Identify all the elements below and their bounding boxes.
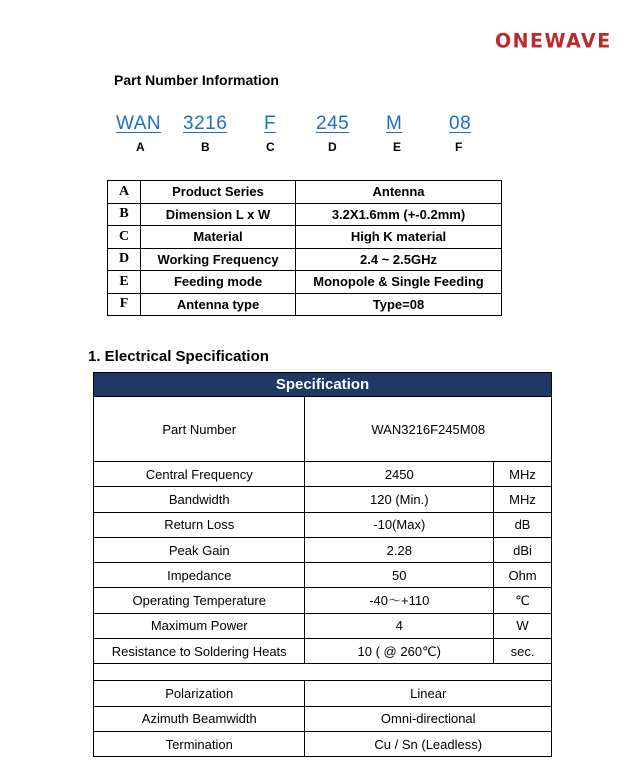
spec-value: 10 ( @ 260℃) bbox=[305, 639, 494, 664]
table-row bbox=[108, 271, 502, 294]
spec-unit: dBi bbox=[494, 537, 552, 562]
table-row bbox=[94, 588, 552, 613]
code-letter-d: D bbox=[328, 140, 337, 154]
spec-param: Resistance to Soldering Heats bbox=[94, 639, 305, 664]
part-number-table bbox=[107, 180, 502, 316]
spec-unit: dB bbox=[494, 512, 552, 537]
row-name: Working Frequency bbox=[141, 248, 296, 271]
row-name: Feeding mode bbox=[141, 271, 296, 294]
part-number-value: WAN3216F245M08 bbox=[305, 397, 552, 462]
part-number-title: Part Number Information bbox=[114, 72, 279, 88]
table-row bbox=[94, 512, 552, 537]
spec-value: 120 (Min.) bbox=[305, 487, 494, 512]
table-row bbox=[108, 203, 502, 226]
table-row bbox=[94, 681, 552, 706]
table-spacer-row bbox=[94, 664, 552, 681]
row-name: Material bbox=[141, 226, 296, 249]
code-letter-c: C bbox=[266, 140, 275, 154]
table-row bbox=[94, 613, 552, 638]
code-a: WAN bbox=[116, 113, 162, 134]
row-name: Dimension L x W bbox=[141, 203, 296, 226]
row-name: Product Series bbox=[141, 181, 296, 204]
row-value: Type=08 bbox=[296, 293, 502, 316]
row-key: F bbox=[108, 293, 141, 316]
spec-unit: sec. bbox=[494, 639, 552, 664]
table-row bbox=[108, 293, 502, 316]
spec-header: Specification bbox=[94, 373, 552, 397]
table-row bbox=[108, 248, 502, 271]
spec-param: Polarization bbox=[94, 681, 305, 706]
spec-param: Central Frequency bbox=[94, 462, 305, 487]
spec-param: Impedance bbox=[94, 563, 305, 588]
spec-param: Termination bbox=[94, 731, 305, 756]
table-row bbox=[108, 181, 502, 204]
table-row bbox=[94, 462, 552, 487]
table-row bbox=[94, 706, 552, 731]
table-row bbox=[108, 226, 502, 249]
spec-unit: MHz bbox=[494, 487, 552, 512]
spec-unit: MHz bbox=[494, 462, 552, 487]
spec-value: 50 bbox=[305, 563, 494, 588]
spec-param: Peak Gain bbox=[94, 537, 305, 562]
code-c: F bbox=[264, 113, 277, 134]
part-number-label: Part Number bbox=[94, 397, 305, 462]
code-e: M bbox=[386, 113, 403, 134]
code-letter-a: A bbox=[136, 140, 145, 154]
row-key: D bbox=[108, 248, 141, 271]
spec-param: Azimuth Beamwidth bbox=[94, 706, 305, 731]
table-row bbox=[94, 487, 552, 512]
row-value: Monopole & Single Feeding bbox=[296, 271, 502, 294]
spec-unit: W bbox=[494, 613, 552, 638]
code-letter-f: F bbox=[455, 140, 463, 154]
table-row bbox=[94, 563, 552, 588]
specification-table bbox=[93, 372, 552, 757]
row-value: 3.2X1.6mm (+-0.2mm) bbox=[296, 203, 502, 226]
spec-unit: Ohm bbox=[494, 563, 552, 588]
row-value: 2.4 ~ 2.5GHz bbox=[296, 248, 502, 271]
table-row bbox=[94, 731, 552, 756]
spec-unit: ℃ bbox=[494, 588, 552, 613]
spec-value: Cu / Sn (Leadless) bbox=[305, 731, 552, 756]
spec-value: Linear bbox=[305, 681, 552, 706]
table-row bbox=[94, 537, 552, 562]
spec-value: 2450 bbox=[305, 462, 494, 487]
spec-param: Bandwidth bbox=[94, 487, 305, 512]
spec-value: 2.28 bbox=[305, 537, 494, 562]
spec-param: Operating Temperature bbox=[94, 588, 305, 613]
brand-logo: ONEWAVE bbox=[495, 29, 612, 53]
table-row bbox=[94, 639, 552, 664]
code-letter-b: B bbox=[201, 140, 210, 154]
section-title: 1. Electrical Specification bbox=[88, 348, 269, 365]
code-letter-e: E bbox=[393, 140, 402, 154]
row-key: A bbox=[108, 181, 141, 204]
spec-value: Omni-directional bbox=[305, 706, 552, 731]
code-f: 08 bbox=[449, 113, 472, 134]
spacer-cell bbox=[94, 664, 552, 681]
code-d: 245 bbox=[316, 113, 350, 134]
spec-value: 4 bbox=[305, 613, 494, 638]
row-key: C bbox=[108, 226, 141, 249]
spec-param: Maximum Power bbox=[94, 613, 305, 638]
spec-value: -40～+110 bbox=[305, 588, 494, 613]
code-b: 3216 bbox=[183, 113, 228, 134]
spec-param: Return Loss bbox=[94, 512, 305, 537]
row-value: Antenna bbox=[296, 181, 502, 204]
row-name: Antenna type bbox=[141, 293, 296, 316]
spec-value: -10(Max) bbox=[305, 512, 494, 537]
row-key: B bbox=[108, 203, 141, 226]
row-value: High K material bbox=[296, 226, 502, 249]
row-key: E bbox=[108, 271, 141, 294]
